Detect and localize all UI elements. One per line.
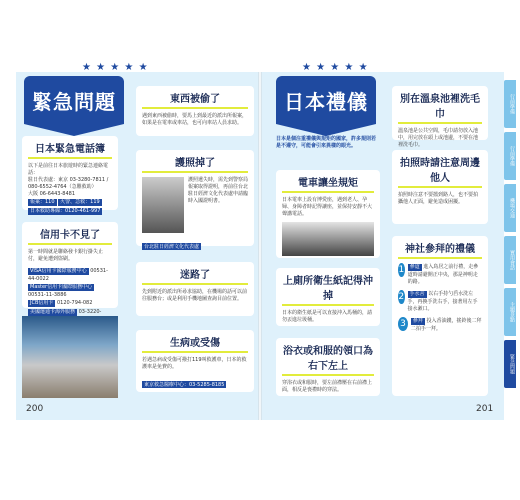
tram-card bbox=[276, 170, 380, 258]
sick-title: 生病或受傷 bbox=[142, 334, 248, 353]
lost-way-card bbox=[136, 262, 254, 316]
trash-title: 上廁所衛生紙記得沖掉 bbox=[282, 272, 374, 306]
side-tab-active[interactable]: 緊急問題 bbox=[504, 340, 516, 388]
card-row-label: Master信用卡國際服務中心 bbox=[30, 284, 93, 290]
lost-way-title: 迷路了 bbox=[142, 266, 248, 285]
trash-card bbox=[276, 268, 380, 326]
trash-body: 日本的衛生紙是可以直接沖入馬桶的，請勿丟進垃圾桶。 bbox=[282, 310, 373, 323]
tram-photo bbox=[282, 222, 374, 256]
fell-link: 台北駐日經濟文化代表處 bbox=[144, 244, 200, 250]
queue-body: 拍照時注意不要擋到路人，也不要拍攝他人正面，避免造成困擾。 bbox=[398, 192, 479, 205]
item-lost-body: 遇到東西被偷時，要馬上到最近的派出所報案，如果是在電車或車站，也可向車站人員求助。 bbox=[142, 113, 248, 126]
card-row-label: JCB信用卡 bbox=[30, 300, 54, 306]
page-gutter bbox=[258, 72, 262, 420]
fell-body: 護照遺失時，需先到警察局報案取得證明，再前往台北駐日經濟文化代表處申請臨時入國證明書。 bbox=[188, 177, 249, 204]
towel-title: 別在溫泉池裡洗毛巾 bbox=[398, 90, 482, 124]
step-text: 投入香油錢，搖鈴後二拜二拍手一拜。 bbox=[410, 318, 482, 332]
stars-decoration: ★ ★ ★ ★ ★ bbox=[82, 62, 149, 73]
step-text: 以右手持勺舀水洗左手，再換手洗右手，接著用左手接水漱口。 bbox=[407, 291, 478, 312]
card-row-label: VISA信用卡國際服務中心 bbox=[30, 268, 87, 274]
bath-title: 浴衣或和服的領口為右下左上 bbox=[282, 342, 374, 376]
fell-title: 護照掉了 bbox=[142, 154, 248, 173]
left-page-title: 緊急問題 bbox=[24, 76, 124, 124]
hotline-line: 大阪 06-6443-8481 bbox=[28, 191, 76, 197]
side-tab[interactable]: 實用會話 bbox=[504, 236, 516, 284]
hotline-label: 報案：110 bbox=[30, 199, 55, 205]
side-tab[interactable]: 行前準備 bbox=[504, 80, 516, 128]
card-lost-card bbox=[22, 222, 118, 315]
bath-body: 穿浴衣或和服時，要左前襟壓在右前襟上面，相反是喪禮時的穿法。 bbox=[282, 380, 373, 393]
step-text: 進入鳥居之前行禮，走參道時請避開正中央，那是神明走的路。 bbox=[407, 264, 479, 285]
right-intro: 日本是個注重禮儀與規矩的國家，許多規則若是不遵守，可能會引來異樣的眼光。 bbox=[276, 136, 377, 149]
lost-way-body: 先到附近的派出所尋求協助，在機場的話可以前往服務台；或是利用手機地圖查詢目前位置。 bbox=[142, 289, 248, 302]
card-row-label: 美國運通卡海外服務 bbox=[30, 309, 76, 315]
shrine-step bbox=[398, 263, 482, 286]
passport-photo bbox=[142, 177, 184, 233]
stars-decoration: ★ ★ ★ ★ ★ bbox=[302, 62, 369, 73]
card-lost-body: 第一時間就是聯絡發卡銀行掛失止付，避免遭到盜刷。 bbox=[28, 249, 104, 262]
card-row-value: 0120-794-082 bbox=[57, 300, 93, 306]
side-tab[interactable]: 行前準備 bbox=[504, 132, 516, 180]
card-row-value: 03-3220- bbox=[78, 309, 102, 315]
shrine-step bbox=[398, 290, 482, 313]
queue-title: 拍照時請注意周邊他人 bbox=[398, 154, 482, 188]
hotline-line: 以下是前往日本旅遊時的緊急連絡電話： bbox=[28, 163, 109, 176]
tram-title: 電車讓坐規矩 bbox=[282, 174, 374, 193]
hotline-label: 日本救助專線：0120-461-997 bbox=[30, 208, 101, 214]
airport-photo bbox=[22, 316, 118, 398]
towel-card bbox=[392, 86, 488, 148]
japan-hotline-title: 日本緊急電話簿 bbox=[28, 140, 112, 159]
step-number: 1 bbox=[398, 265, 405, 275]
item-lost-title: 東西被偷了 bbox=[142, 90, 248, 109]
towel-body: 溫泉池是公共空間，毛巾請勿放入池中，用完放在頭上或池邊，不要在池裡洗毛巾。 bbox=[398, 128, 479, 148]
card-row-value: 00531-44-0022 bbox=[28, 268, 108, 282]
step-label: 手水舍 bbox=[409, 291, 425, 297]
hotline-line: 駐日代表處：東京 03-3280-7811 / 080-6552-4764（急難救助） bbox=[28, 177, 109, 190]
shrine-card bbox=[392, 236, 488, 396]
right-page-number: 201 bbox=[476, 404, 494, 414]
item-lost-card bbox=[136, 86, 254, 136]
step-number: 2 bbox=[398, 292, 405, 302]
step-label: 參拜 bbox=[412, 318, 423, 324]
step-number: 3 bbox=[398, 317, 408, 331]
sick-card bbox=[136, 330, 254, 392]
shrine-step bbox=[398, 317, 482, 333]
left-page-number: 200 bbox=[26, 404, 44, 414]
japan-hotline-text bbox=[28, 163, 112, 216]
queue-card bbox=[392, 150, 488, 224]
card-lost-title: 信用卡不見了 bbox=[28, 226, 112, 245]
card-row-value: 00531-11-3886 bbox=[28, 292, 67, 298]
sick-row: 東京救急醫療中心：03-5285-8185 bbox=[144, 382, 225, 388]
tram-body: 日本電車上設有博愛座，遇到老人、孕婦、身障者時記得讓座，並保持安靜不大聲講電話。 bbox=[282, 197, 373, 217]
side-tab[interactable]: 機場交通 bbox=[504, 184, 516, 232]
shrine-title: 神社參拜的禮儀 bbox=[398, 240, 482, 259]
side-tab[interactable]: 主題景點 bbox=[504, 288, 516, 336]
fell-card bbox=[136, 150, 254, 250]
bath-card bbox=[276, 338, 380, 396]
right-page-title: 日本禮儀 bbox=[276, 76, 376, 124]
japan-hotline-card bbox=[22, 136, 118, 214]
sick-body: 若遇急病或受傷可撥打119叫救護車，日本的救護車是免費的。 bbox=[142, 357, 247, 370]
step-label: 參道 bbox=[409, 264, 420, 270]
hotline-label: 火警、急救：119 bbox=[60, 199, 100, 205]
